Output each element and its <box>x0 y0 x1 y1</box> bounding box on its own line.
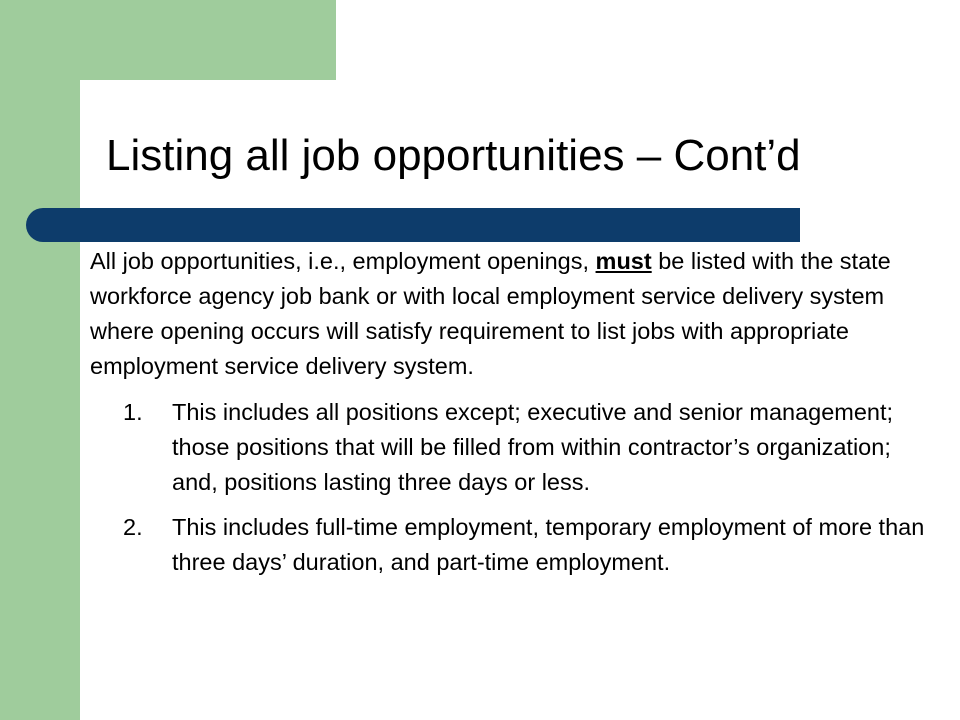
intro-paragraph <box>90 244 940 384</box>
intro-text-before: All job opportunities, i.e., employment openings, <box>90 248 596 274</box>
list-item-text: This includes all positions except; executive and senior management; those positions that will be filled from within contractor’s organization; and, positions lasting three days or less. <box>172 399 894 495</box>
slide-title: Listing all job opportunities – Cont’d <box>106 131 801 180</box>
green-top-band <box>0 0 336 80</box>
list-item-text: This includes full-time employment, temporary employment of more than three days’ duration, and part-time employment. <box>172 514 925 575</box>
title-underline-bar <box>26 208 800 242</box>
list-item <box>90 395 940 500</box>
numbered-list <box>90 395 940 580</box>
intro-emphasis: must <box>595 248 652 274</box>
list-item <box>90 510 940 580</box>
green-side-band <box>0 0 80 720</box>
list-item-number: 2. <box>123 514 143 540</box>
list-item-number: 1. <box>123 399 143 425</box>
slide-body <box>90 244 940 590</box>
intro-text-after: be listed with the state workforce agency job bank or with local employment service delivery system where opening occurs will satisfy requirement to list jobs with appropriate employment service delivery system. <box>90 248 891 379</box>
